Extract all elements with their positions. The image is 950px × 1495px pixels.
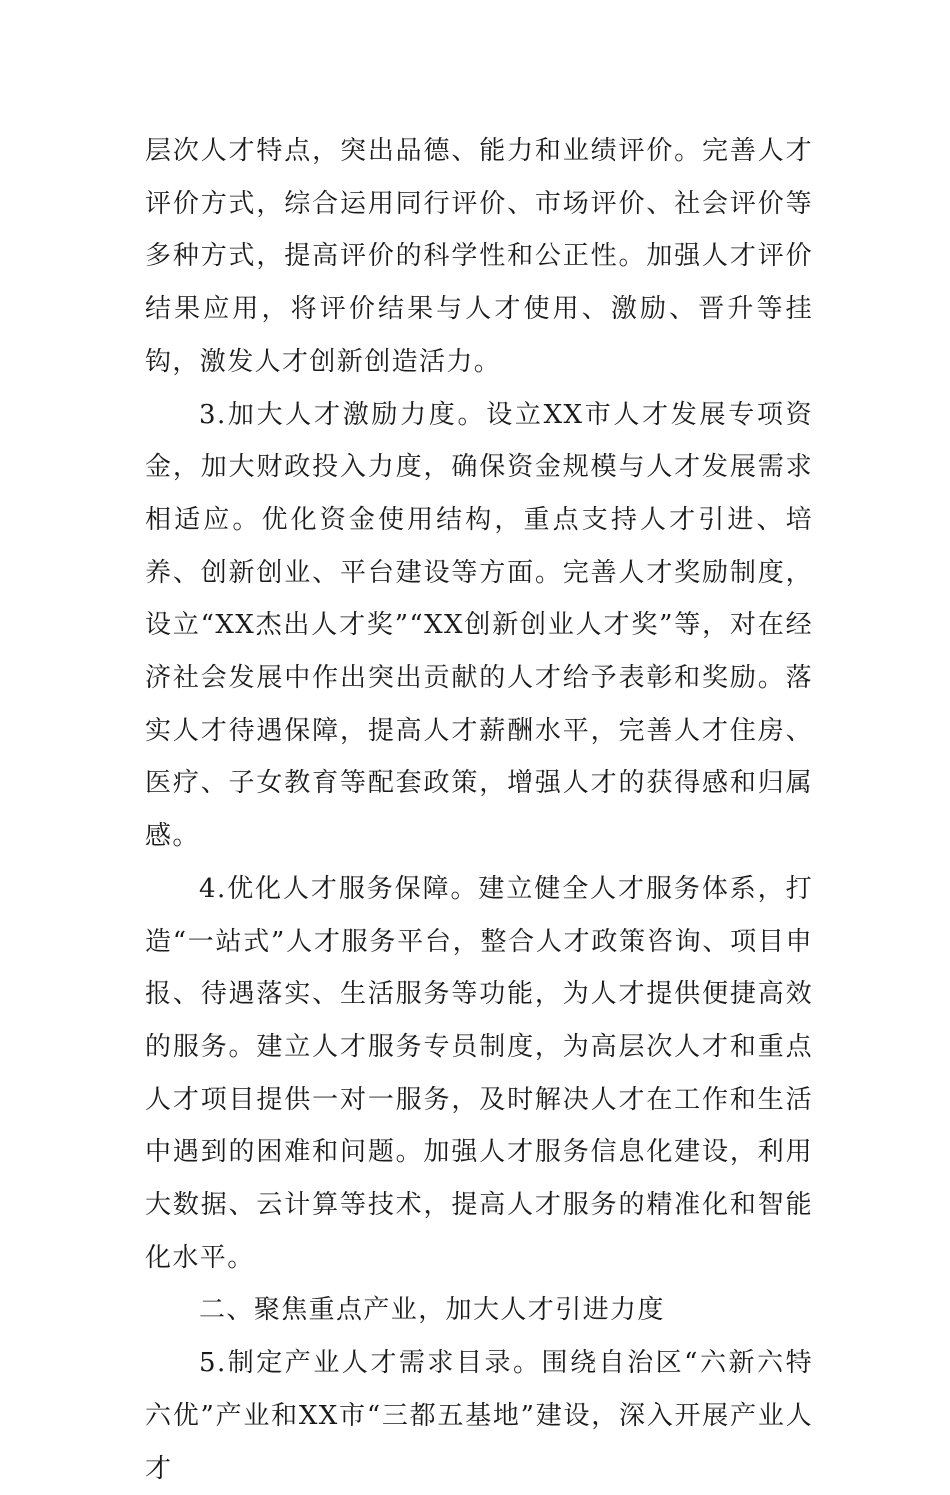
paragraph-talent-incentives: 3.加大人才激励力度。设立XX市人才发展专项资金，加大财政投入力度，确保资金规模与人才发展需求相适应。优化资金使用结构，重点支持人才引进、培养、创新创业、平台建设等方面。完善人才奖励制度，设立“XX杰出人才奖”“XX创新创业人才奖”等，对在经济社会发展中作出突出贡献的人才给予表彰和奖励。落实人才待遇保障，提高人才薪酬水平，完善人才住房、医疗、子女教育等配套政策，增强人才的获得感和归属感。 — [145, 399, 813, 852]
paragraph-continuation: 层次人才特点，突出品德、能力和业绩评价。完善人才评价方式，综合运用同行评价、市场评价、社会评价等多种方式，提高评价的科学性和公正性。加强人才评价结果应用，将评价结果与人才使用、激励、晋升等挂钩，激发人才创新创造活力。 — [145, 136, 813, 377]
paragraph-talent-services: 4.优化人才服务保障。建立健全人才服务体系，打造“一站式”人才服务平台，整合人才政策咨询、项目申报、待遇落实、生活服务等功能，为人才提供便捷高效的服务。建立人才服务专员制度，为高层次人才和重点人才项目提供一对一服务，及时解决人才在工作和生活中遇到的困难和问题。加强人才服务信息化建设，利用大数据、云计算等技术，提高人才服务的精准化和智能化水平。 — [145, 873, 813, 1273]
section-heading: 二、聚焦重点产业，加大人才引进力度 — [199, 1295, 665, 1326]
document-body — [145, 125, 813, 1495]
paragraph-industry-talent-catalog: 5.制定产业人才需求目录。围绕自治区“六新六特六优”产业和XX市“三都五基地”建设，深入开展产业人才 — [145, 1348, 813, 1484]
